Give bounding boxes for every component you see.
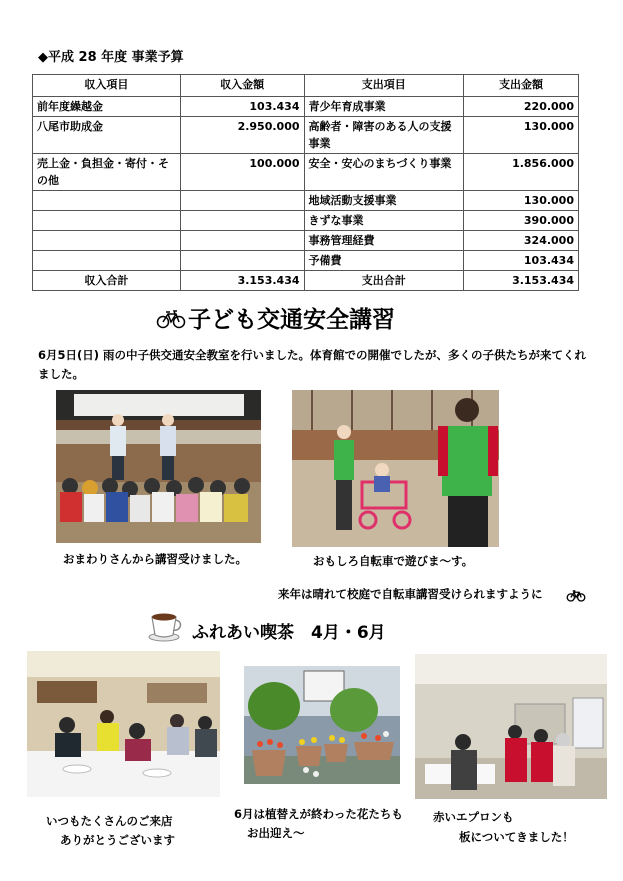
table-row [33,231,579,251]
expense-item: 事務管理経費 [304,231,464,251]
expense-amount: 390.000 [464,211,579,231]
table-row [33,251,579,271]
income-item [33,251,181,271]
table-row [33,97,579,117]
expense-amount: 130.000 [464,117,579,154]
flowers-photo [244,666,400,784]
fun-bicycle-photo [292,390,499,547]
red-apron-staff-photo [415,654,607,799]
police-lecture-caption: おまわりさんから講習受けました。 [63,552,247,566]
red-apron-caption-line2: 板についてきました！ [459,830,574,844]
budget-heading: ◆平成 28 年度 事業予算 [38,50,184,65]
column-header: 支出金額 [464,75,579,97]
table-row [33,211,579,231]
income-amount: 103.434 [180,97,304,117]
next-year-note: 来年は晴れて校庭で自転車講習受けられますように [278,587,543,601]
income-item [33,211,181,231]
income-amount [180,191,304,211]
expense-total-amount: 3.153.434 [464,271,579,291]
fun-bicycle-caption: おもしろ自転車で遊びま～す。 [313,554,474,568]
income-item: 売上金・負担金・寄付・その他 [33,154,181,191]
expense-amount: 324.000 [464,231,579,251]
income-amount [180,251,304,271]
bicycle-icon [566,589,586,602]
budget-header-row [33,75,579,97]
coffee-cup-icon [146,605,184,643]
expense-item: 予備費 [304,251,464,271]
income-item: 八尾市助成金 [33,117,181,154]
cafe-customers-photo [27,651,220,797]
budget-table [32,74,579,291]
income-item [33,231,181,251]
expense-amount: 220.000 [464,97,579,117]
traffic-body-text: 6月5日(日) 雨の中子供交通安全教室を行いました。体育館での開催でしたが、多くの子供たちが来てくれました。 [38,348,587,381]
column-header: 収入項目 [33,75,181,97]
income-amount: 100.000 [180,154,304,191]
table-row [33,117,579,154]
table-row [33,191,579,211]
income-amount: 2.950.000 [180,117,304,154]
cafe-customers-caption-line2: ありがとうございます [60,833,175,847]
expense-item: 安全・安心のまちづくり事業 [304,154,464,191]
traffic-section-title: 子ども交通安全講習 [188,307,395,333]
column-header: 収入金額 [180,75,304,97]
cafe-customers-caption-line1: いつもたくさんのご来店 [46,814,173,828]
income-item [33,191,181,211]
expense-item: 青少年育成事業 [304,97,464,117]
income-total-amount: 3.153.434 [180,271,304,291]
expense-item: 地域活動支援事業 [304,191,464,211]
bicycle-icon [156,309,186,329]
expense-total-label: 支出合計 [304,271,464,291]
income-amount [180,231,304,251]
red-apron-caption-line1: 赤いエプロンも [433,810,514,824]
flowers-caption-line1: 6月は植替えが終わった花たちも [234,807,403,821]
expense-item: きずな事業 [304,211,464,231]
income-amount [180,211,304,231]
expense-amount: 130.000 [464,191,579,211]
expense-amount: 103.434 [464,251,579,271]
table-row [33,154,579,191]
expense-item: 高齢者・障害のある人の支援事業 [304,117,464,154]
budget-total-row [33,271,579,291]
cafe-section-title: ふれあい喫茶 4月・6月 [192,623,386,643]
column-header: 支出項目 [304,75,464,97]
flowers-caption-line2: お出迎え～ [247,826,305,840]
police-lecture-photo [56,390,261,543]
income-total-label: 収入合計 [33,271,181,291]
income-item: 前年度繰越金 [33,97,181,117]
expense-amount: 1.856.000 [464,154,579,191]
